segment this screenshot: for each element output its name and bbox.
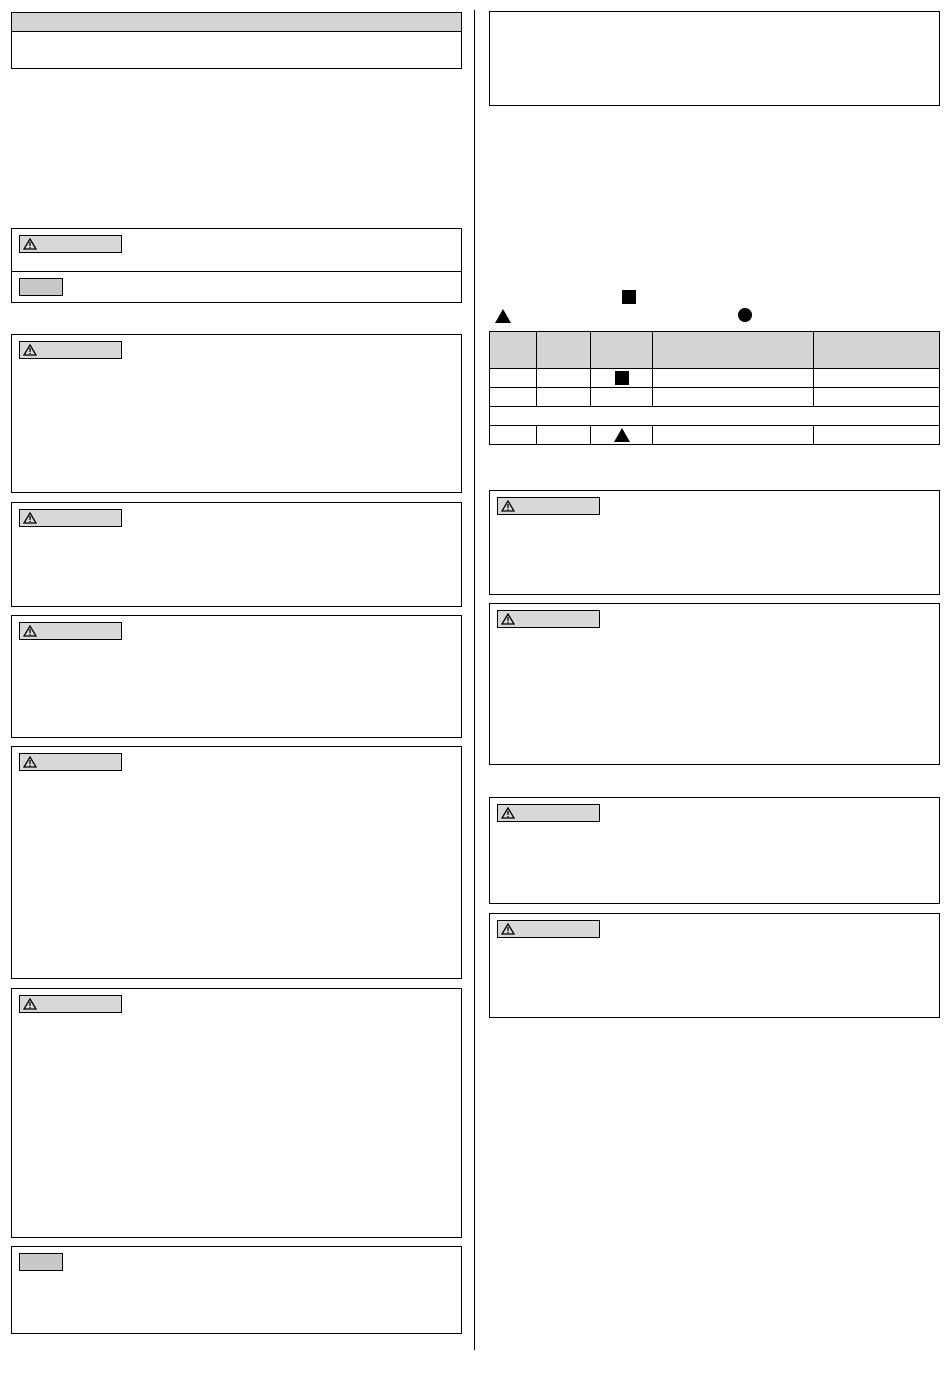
table-cell	[653, 369, 814, 388]
section-header-bar	[12, 13, 461, 32]
warning-box-8	[489, 603, 940, 765]
filled-square-icon	[622, 290, 636, 304]
warning-box-5	[11, 746, 462, 979]
warning-label	[497, 610, 600, 628]
table-header-cell	[537, 332, 591, 369]
warning-label	[497, 497, 600, 515]
warning-label	[19, 995, 122, 1013]
table-cell	[591, 388, 653, 407]
table-cell	[814, 426, 940, 445]
warning-box-10	[489, 913, 940, 1018]
table-cell	[814, 388, 940, 407]
warning-triangle-icon	[23, 512, 37, 524]
warning-label	[19, 753, 122, 771]
section-header-box	[11, 12, 462, 69]
warning-label	[497, 920, 600, 938]
table-cell-span	[490, 407, 940, 426]
note-label	[19, 1253, 63, 1271]
table-cell	[537, 426, 591, 445]
table-cell	[591, 426, 653, 445]
table-cell	[490, 369, 537, 388]
warning-triangle-icon	[501, 613, 515, 625]
warning-triangle-icon	[23, 756, 37, 768]
table-header-cell	[814, 332, 940, 369]
note-box	[11, 1246, 462, 1334]
info-box	[489, 11, 940, 106]
table-row	[490, 388, 940, 407]
warning-box-1	[11, 228, 462, 303]
note-label	[19, 278, 63, 296]
warning-box-3	[11, 502, 462, 607]
table-row	[490, 426, 940, 445]
symbol-table	[489, 331, 940, 445]
table-header-cell	[490, 332, 537, 369]
warning-triangle-icon	[501, 500, 515, 512]
table-row	[490, 369, 940, 388]
table-cell	[653, 388, 814, 407]
warning-triangle-icon	[23, 238, 37, 250]
table-header-row	[490, 332, 940, 369]
warning-triangle-icon	[23, 344, 37, 356]
table-cell	[537, 369, 591, 388]
warning-label	[497, 804, 600, 822]
table-row-span	[490, 407, 940, 426]
table-cell	[490, 388, 537, 407]
column-divider	[474, 10, 475, 1350]
filled-square-icon	[615, 371, 629, 385]
filled-circle-icon	[737, 307, 753, 323]
warning-label	[19, 509, 122, 527]
filled-triangle-icon	[494, 308, 512, 324]
warning-box-6	[11, 988, 462, 1238]
table-header-cell	[653, 332, 814, 369]
filled-triangle-icon	[614, 428, 630, 442]
warning-box-2	[11, 334, 462, 493]
warning-triangle-icon	[23, 625, 37, 637]
warning-triangle-icon	[23, 998, 37, 1010]
box-divider	[12, 271, 461, 272]
warning-box-4	[11, 615, 462, 738]
warning-label	[19, 341, 122, 359]
table-cell	[653, 426, 814, 445]
warning-label	[19, 622, 122, 640]
table-cell	[537, 388, 591, 407]
table-cell	[591, 369, 653, 388]
warning-box-7	[489, 490, 940, 595]
table-cell	[490, 426, 537, 445]
warning-box-9	[489, 797, 940, 904]
warning-label	[19, 235, 122, 253]
warning-triangle-icon	[501, 923, 515, 935]
warning-triangle-icon	[501, 807, 515, 819]
table-header-cell	[591, 332, 653, 369]
table-cell	[814, 369, 940, 388]
